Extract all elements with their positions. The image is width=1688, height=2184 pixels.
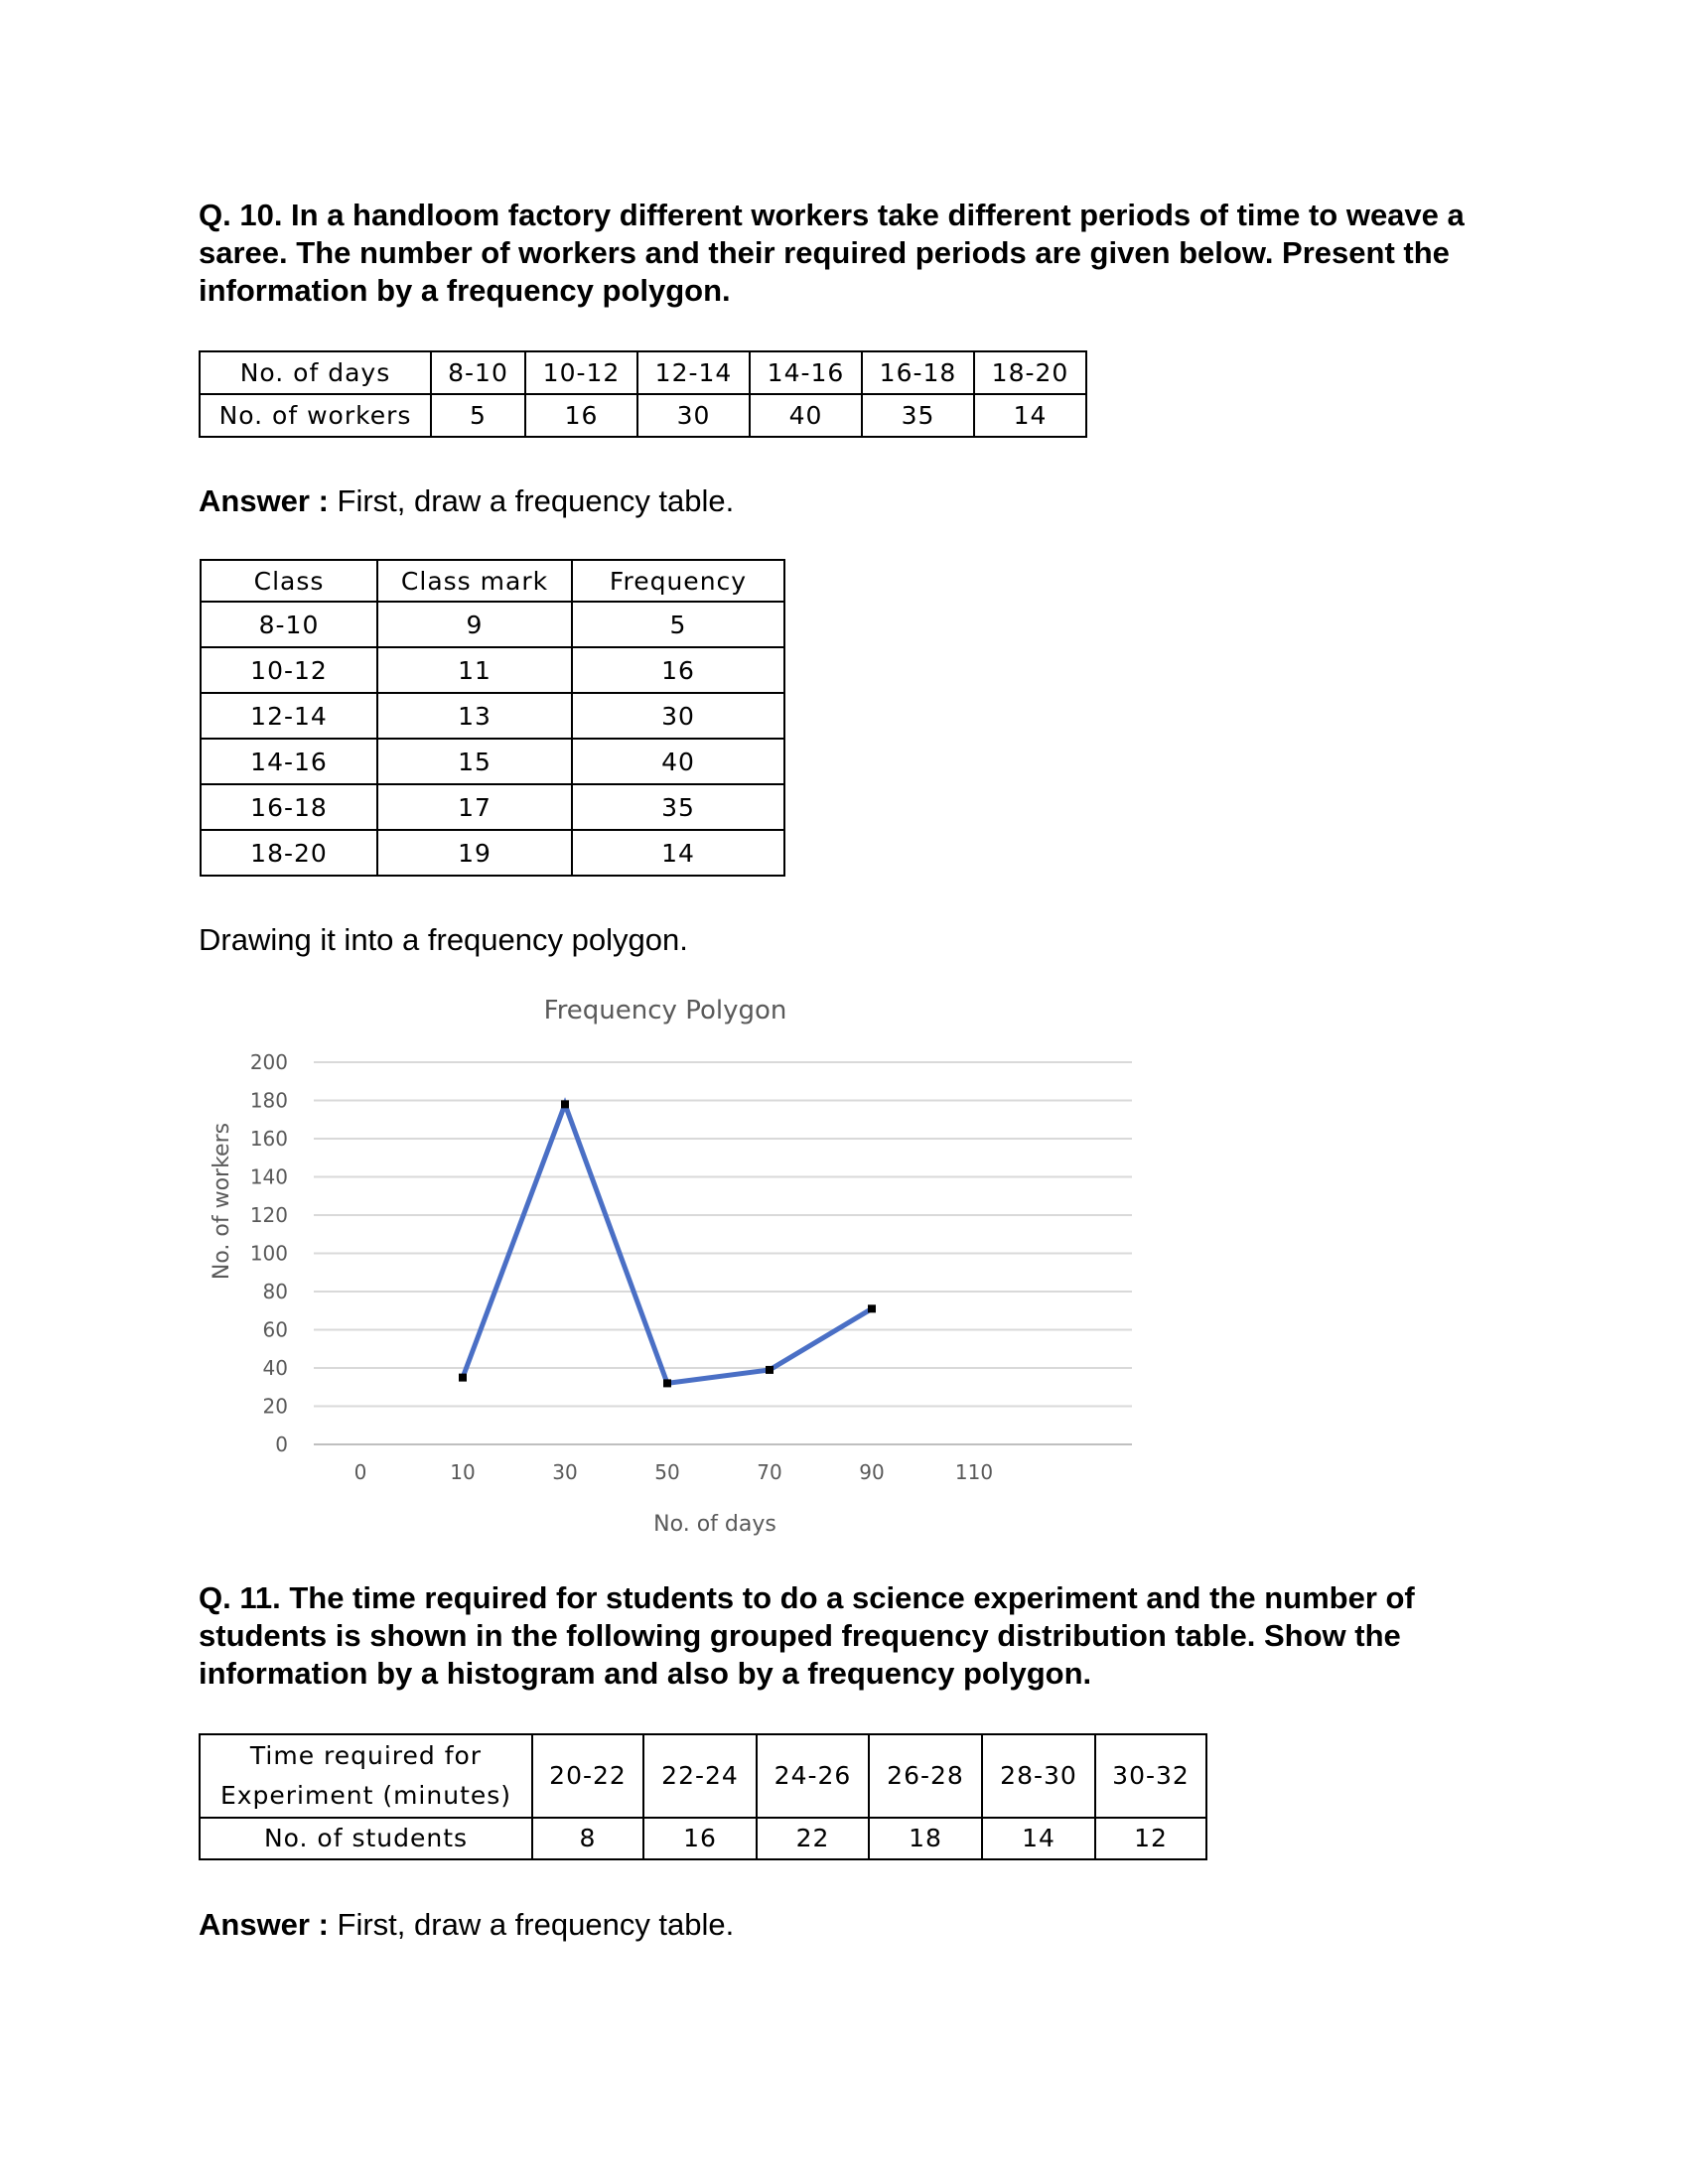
table-row (200, 394, 1086, 437)
table-cell: 12-14 (637, 351, 750, 394)
table-cell: 12 (1095, 1818, 1206, 1859)
table-cell: 20-22 (532, 1734, 643, 1818)
table-cell: 18-20 (201, 830, 377, 876)
table-cell: 16 (643, 1818, 757, 1859)
row-label-days: No. of days (200, 351, 431, 394)
table-cell: 40 (750, 394, 862, 437)
table-cell: 35 (572, 784, 784, 830)
answer-text: First, draw a frequency table. (328, 483, 735, 518)
x-axis-label: No. of days (653, 1512, 776, 1537)
q11-answer (199, 1906, 734, 1944)
row-label-time-line2: Experiment (minutes) (219, 1781, 512, 1810)
x-tick-label: 50 (654, 1460, 680, 1484)
series-line (463, 1104, 872, 1383)
table-cell: 5 (572, 602, 784, 647)
y-tick-label: 0 (275, 1433, 288, 1456)
table-row (200, 1734, 1206, 1818)
table-cell: 30 (637, 394, 750, 437)
y-axis-label: No. of workers (210, 1122, 234, 1281)
data-point-marker (868, 1304, 876, 1312)
table-cell: 11 (377, 647, 572, 693)
table-row (201, 739, 784, 784)
y-tick-label: 140 (249, 1164, 288, 1189)
table-cell: 16 (525, 394, 637, 437)
x-tick-label: 0 (353, 1460, 367, 1484)
table-cell: 9 (377, 602, 572, 647)
table-cell: 30-32 (1095, 1734, 1206, 1818)
table-row (200, 351, 1086, 394)
table-row (200, 1818, 1206, 1859)
table-cell: 22 (757, 1818, 869, 1859)
table-row (201, 830, 784, 876)
y-tick-label: 80 (262, 1280, 288, 1303)
y-tick-label: 120 (249, 1203, 288, 1227)
column-header: Class mark (377, 560, 572, 602)
answer-text: First, draw a frequency table. (328, 1907, 735, 1942)
y-tick-label: 60 (262, 1317, 288, 1342)
polygon-intro: Drawing it into a frequency polygon. (199, 922, 688, 957)
chart-title: Frequency Polygon (543, 996, 787, 1025)
data-point-marker (766, 1366, 774, 1374)
row-label-workers: No. of workers (200, 394, 431, 437)
table-cell: 14 (572, 830, 784, 876)
table-cell: 14 (974, 394, 1086, 437)
q10-question: Q. 10. In a handloom factory different workers take different periods of time to weave a saree. The number of workers and their required periods are given below. Present the information by a frequency polygon. (199, 198, 1465, 308)
q11-question: Q. 11. The time required for students to do a science experiment and the number of students is shown in the following grouped frequency distribution table. Show the information by a histogram and also by a frequency polygon. (199, 1580, 1415, 1691)
table-header-row (201, 560, 784, 602)
table-cell: 14-16 (201, 739, 377, 784)
q10-data-table (199, 350, 1087, 438)
column-header: Frequency (572, 560, 784, 602)
answer-label: Answer : (199, 483, 329, 518)
y-tick-label: 20 (262, 1394, 288, 1419)
data-point-marker (561, 1100, 569, 1108)
row-label-time (200, 1734, 532, 1818)
table-cell: 10-12 (525, 351, 637, 394)
table-cell: 15 (377, 739, 572, 784)
table-row (201, 647, 784, 693)
table-cell: 16-18 (201, 784, 377, 830)
x-axis-ticks (354, 1460, 993, 1484)
table-cell: 30 (572, 693, 784, 739)
q10-answer (199, 482, 734, 520)
table-cell: 40 (572, 739, 784, 784)
table-row (201, 784, 784, 830)
y-tick-label: 40 (262, 1356, 288, 1380)
x-tick-label: 10 (450, 1460, 476, 1484)
y-tick-label: 160 (249, 1127, 288, 1151)
table-cell: 26-28 (869, 1734, 982, 1818)
y-tick-label: 180 (249, 1088, 288, 1113)
table-cell: 16-18 (862, 351, 974, 394)
table-cell: 22-24 (643, 1734, 757, 1818)
x-tick-label: 110 (954, 1460, 994, 1484)
table-cell: 35 (862, 394, 974, 437)
table-cell: 5 (431, 394, 525, 437)
table-cell: 16 (572, 647, 784, 693)
table-cell: 14-16 (750, 351, 862, 394)
q10-frequency-table (200, 559, 785, 877)
table-cell: 10-12 (201, 647, 377, 693)
table-cell: 24-26 (757, 1734, 869, 1818)
table-cell: 13 (377, 693, 572, 739)
row-label-students: No. of students (200, 1818, 532, 1859)
table-cell: 19 (377, 830, 572, 876)
x-tick-label: 30 (552, 1460, 578, 1484)
table-cell: 18 (869, 1818, 982, 1859)
data-point-marker (663, 1379, 671, 1387)
frequency-polygon-chart (199, 983, 1152, 1559)
answer-label: Answer : (199, 1907, 329, 1942)
x-tick-label: 70 (757, 1460, 782, 1484)
y-axis-ticks (250, 1050, 288, 1456)
table-cell: 8-10 (431, 351, 525, 394)
y-tick-label: 100 (249, 1241, 288, 1266)
table-row (201, 693, 784, 739)
table-cell: 28-30 (982, 1734, 1095, 1818)
table-cell: 17 (377, 784, 572, 830)
table-row (201, 602, 784, 647)
table-cell: 8 (532, 1818, 643, 1859)
table-cell: 14 (982, 1818, 1095, 1859)
x-tick-label: 90 (859, 1460, 885, 1484)
table-cell: 18-20 (974, 351, 1086, 394)
y-tick-label: 200 (249, 1050, 288, 1074)
table-cell: 12-14 (201, 693, 377, 739)
row-label-time-line1: Time required for (249, 1741, 483, 1770)
chart-grid (314, 1062, 1132, 1444)
table-cell: 8-10 (201, 602, 377, 647)
column-header: Class (201, 560, 377, 602)
data-point-marker (459, 1374, 467, 1382)
q11-data-table (199, 1733, 1207, 1860)
